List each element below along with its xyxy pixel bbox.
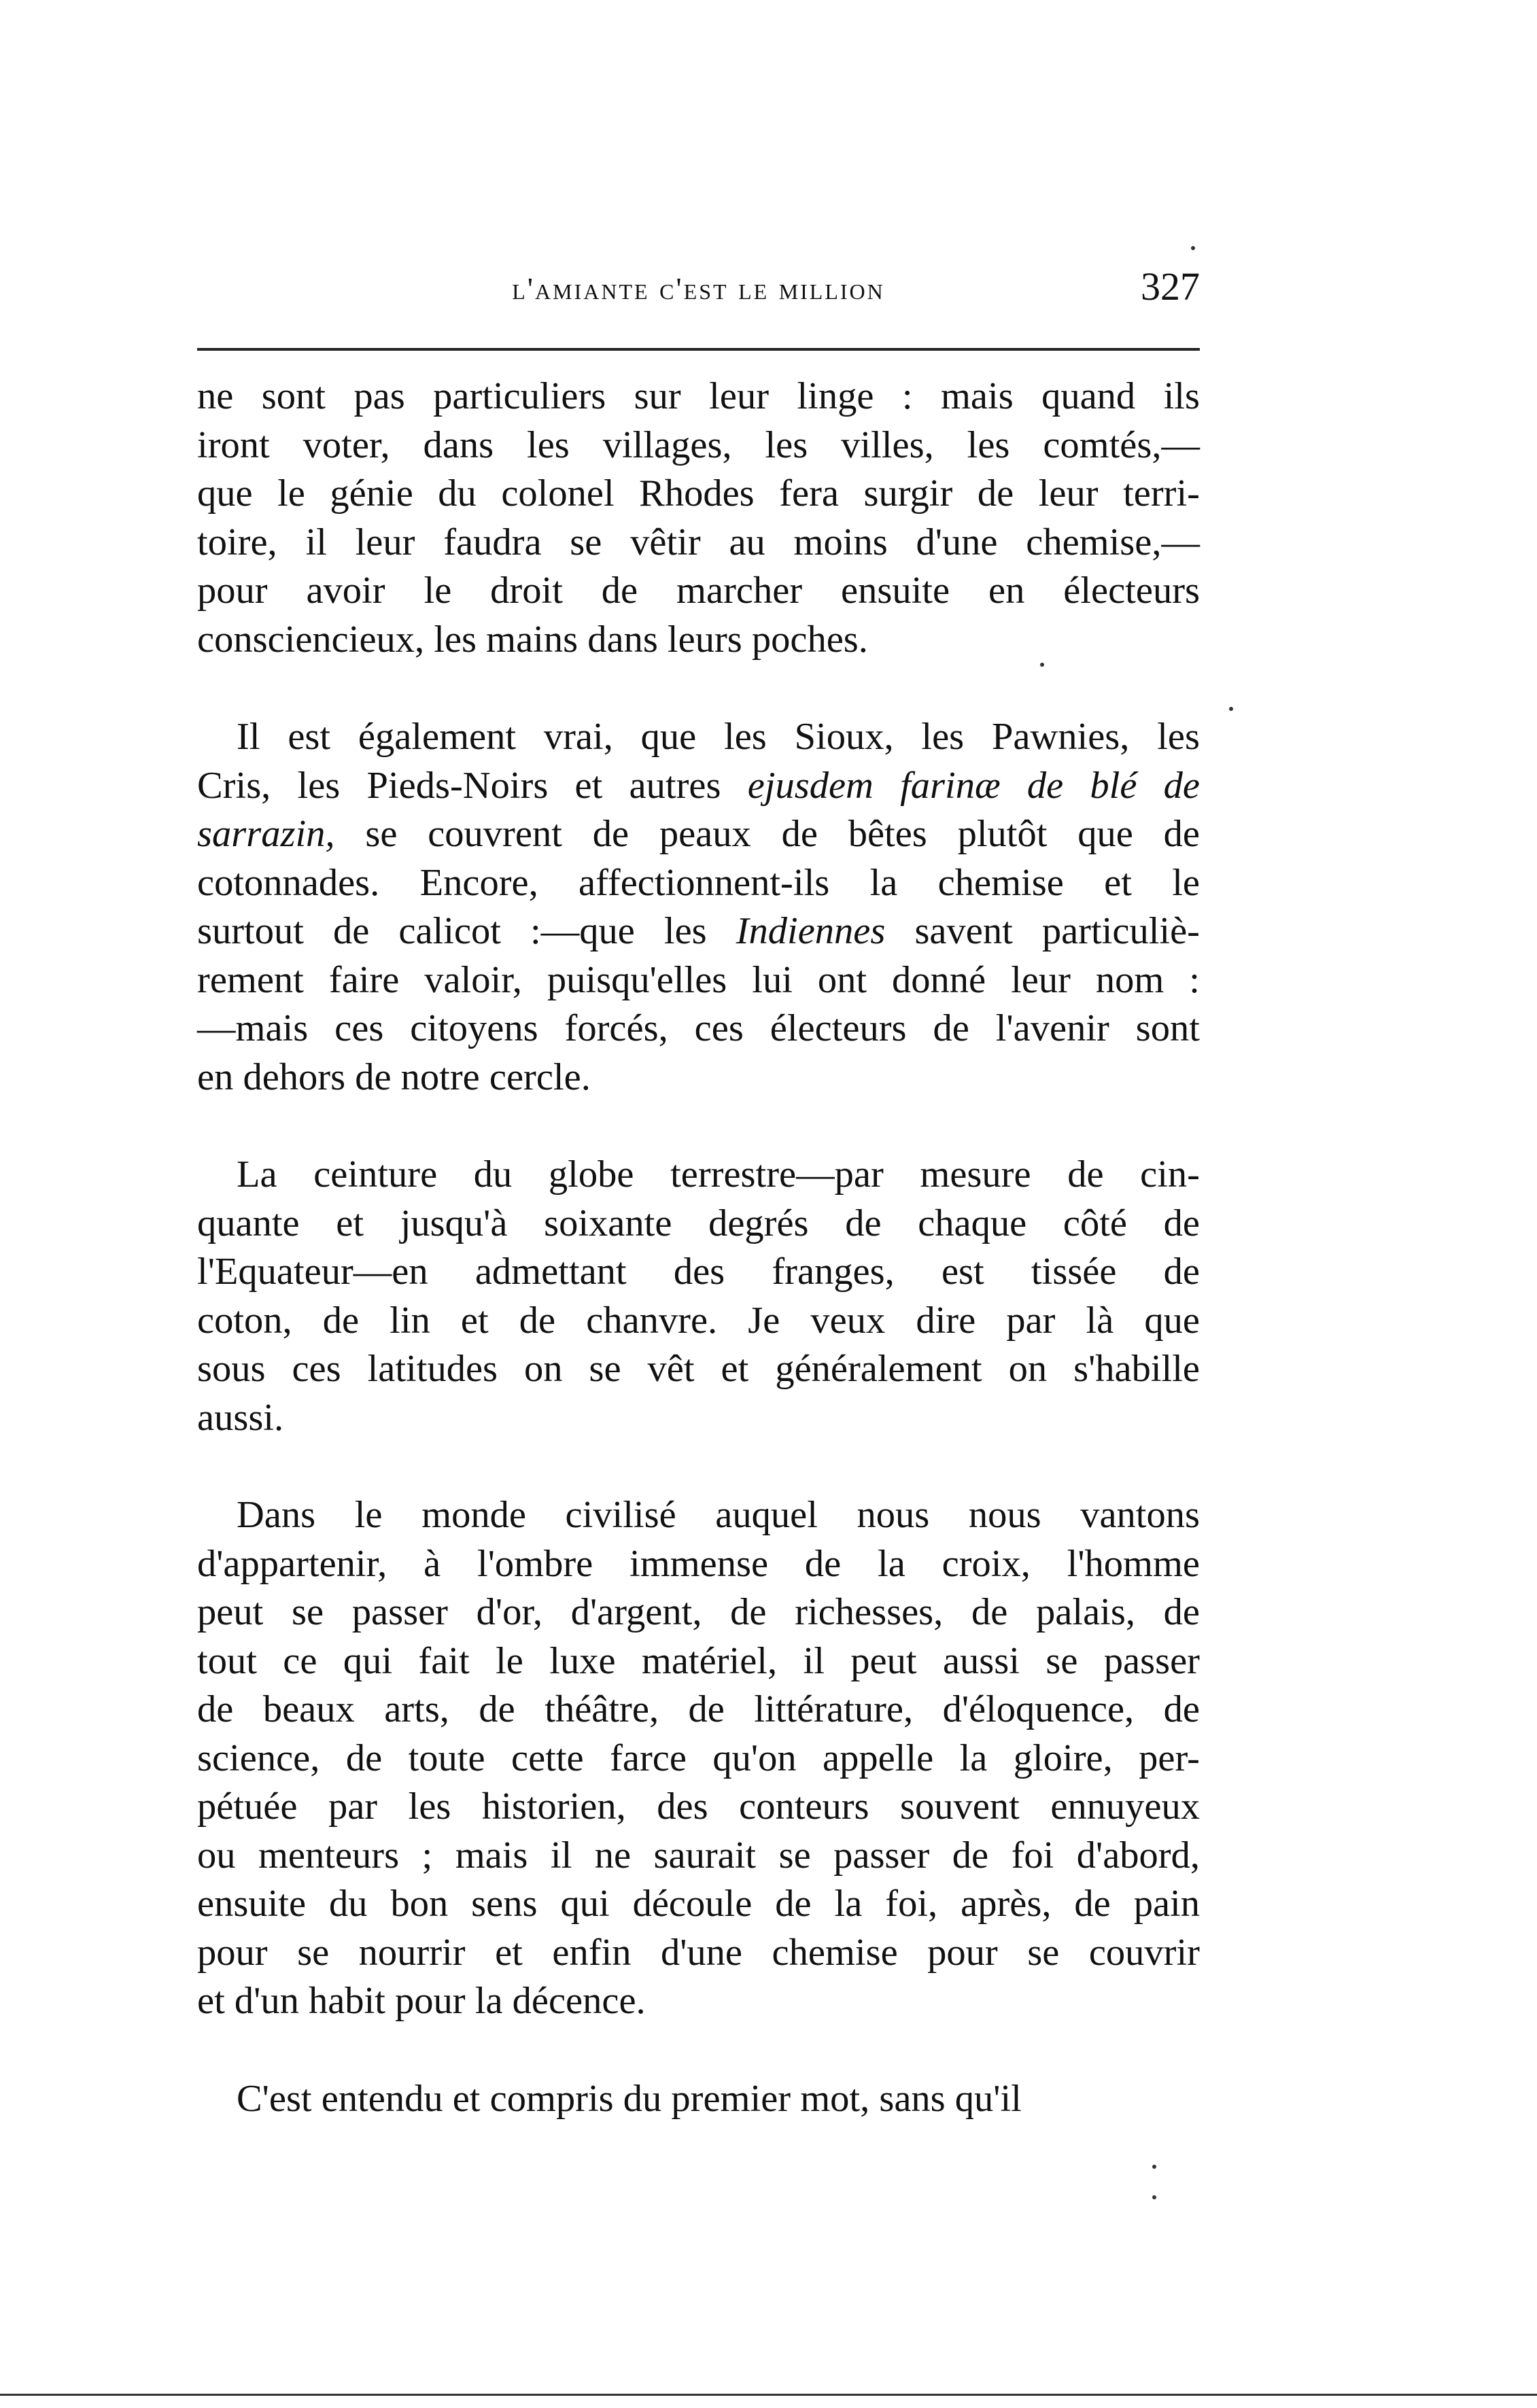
italic-phrase: sarrazin, [197,813,335,855]
text-line: ensuite du bon sens qui découle de la foi, après, de pain [197,1883,1200,1925]
text-line: pour se nourrir et enfin d'une chemise pour se couvrir [197,1931,1200,1974]
text-line: surtout de calicot :—que les Indiennes savent particuliè- [197,910,1200,952]
text-line: C'est entendu et compris du premier mot, sans qu'il [237,2077,1022,2120]
text-line: quante et jusqu'à soixante degrés de chaque côté de [197,1202,1200,1244]
paragraph [197,1491,1200,2026]
text-line: sous ces latitudes on se vêt et généralement on s'habille [197,1348,1200,1390]
text-line: rement faire valoir, puisqu'elles lui ont donné leur nom : [197,958,1200,1001]
text-line: de beaux arts, de théâtre, de littérature, d'éloquence, de [197,1688,1200,1730]
italic-phrase: Indiennes [736,910,886,952]
text-line: ou menteurs ; mais il ne saurait se passer de foi d'abord, [197,1834,1200,1877]
text-line: consciencieux, les mains dans leurs poches. [197,618,868,661]
page-number: 327 [1141,264,1200,309]
text-line: iront voter, dans les villages, les villes, les comtés,— [197,423,1200,466]
header-rule [197,348,1200,351]
margin-speck [1040,663,1044,667]
text-line: Dans le monde civilisé auquel nous nous vantons [237,1494,1200,1536]
text-line: Cris, les Pieds-Noirs et autres ejusdem farinæ de blé de [197,764,1201,807]
text-line: l'Equateur—en admettant des franges, est tissée de [197,1251,1200,1293]
paragraph [197,1151,1200,1442]
paragraph [197,372,1200,664]
text-line: Il est également vrai, que les Sioux, les Pawnies, les [237,716,1200,758]
paragraph [197,2075,1200,2124]
text-line: —mais ces citoyens forcés, ces électeurs de l'avenir sont [197,1007,1200,1049]
text-line: aussi. [197,1396,284,1439]
margin-speck [1152,2165,1156,2169]
margin-speck [1229,707,1233,711]
text-line: que le génie du colonel Rhodes fera surgir de leur terri- [197,472,1200,514]
running-head [197,264,1200,325]
text-line: et d'un habit pour la décence. [197,1980,646,2022]
scan-edge-line [0,2394,1537,2396]
text-line: pétuée par les historien, des conteurs souvent ennuyeux [197,1785,1200,1828]
text-line: science, de toute cette farce qu'on appelle la gloire, per- [197,1737,1200,1779]
text-line: coton, de lin et de chanvre. Je veux dire par là que [197,1299,1200,1342]
running-title: l'amiante c'est le million [512,271,885,306]
text-line: La ceinture du globe terrestre—par mesure de cin- [237,1153,1200,1196]
text-line: sarrazin, se couvrent de peaux de bêtes plutôt que de [197,813,1200,855]
text-line: ne sont pas particuliers sur leur linge : mais quand ils [197,375,1200,417]
text-line: toire, il leur faudra se vêtir au moins d'une chemise,— [197,521,1200,563]
margin-speck [1152,2195,1156,2199]
margin-speck [1191,246,1195,250]
text-line: tout ce qui fait le luxe matériel, il peut aussi se passer [197,1639,1200,1682]
text-line: cotonnades. Encore, affectionnent-ils la chemise et le [197,861,1200,904]
text-line: en dehors de notre cercle. [197,1055,591,1098]
text-line: d'appartenir, à l'ombre immense de la croix, l'homme [197,1542,1200,1585]
body-text [197,372,1200,2123]
text-line: pour avoir le droit de marcher ensuite en électeurs [197,570,1200,612]
italic-phrase: ejusdem farinæ de blé de [747,764,1201,807]
text-line: peut se passer d'or, d'argent, de richesses, de palais, de [197,1591,1200,1633]
paragraph [197,713,1200,1102]
